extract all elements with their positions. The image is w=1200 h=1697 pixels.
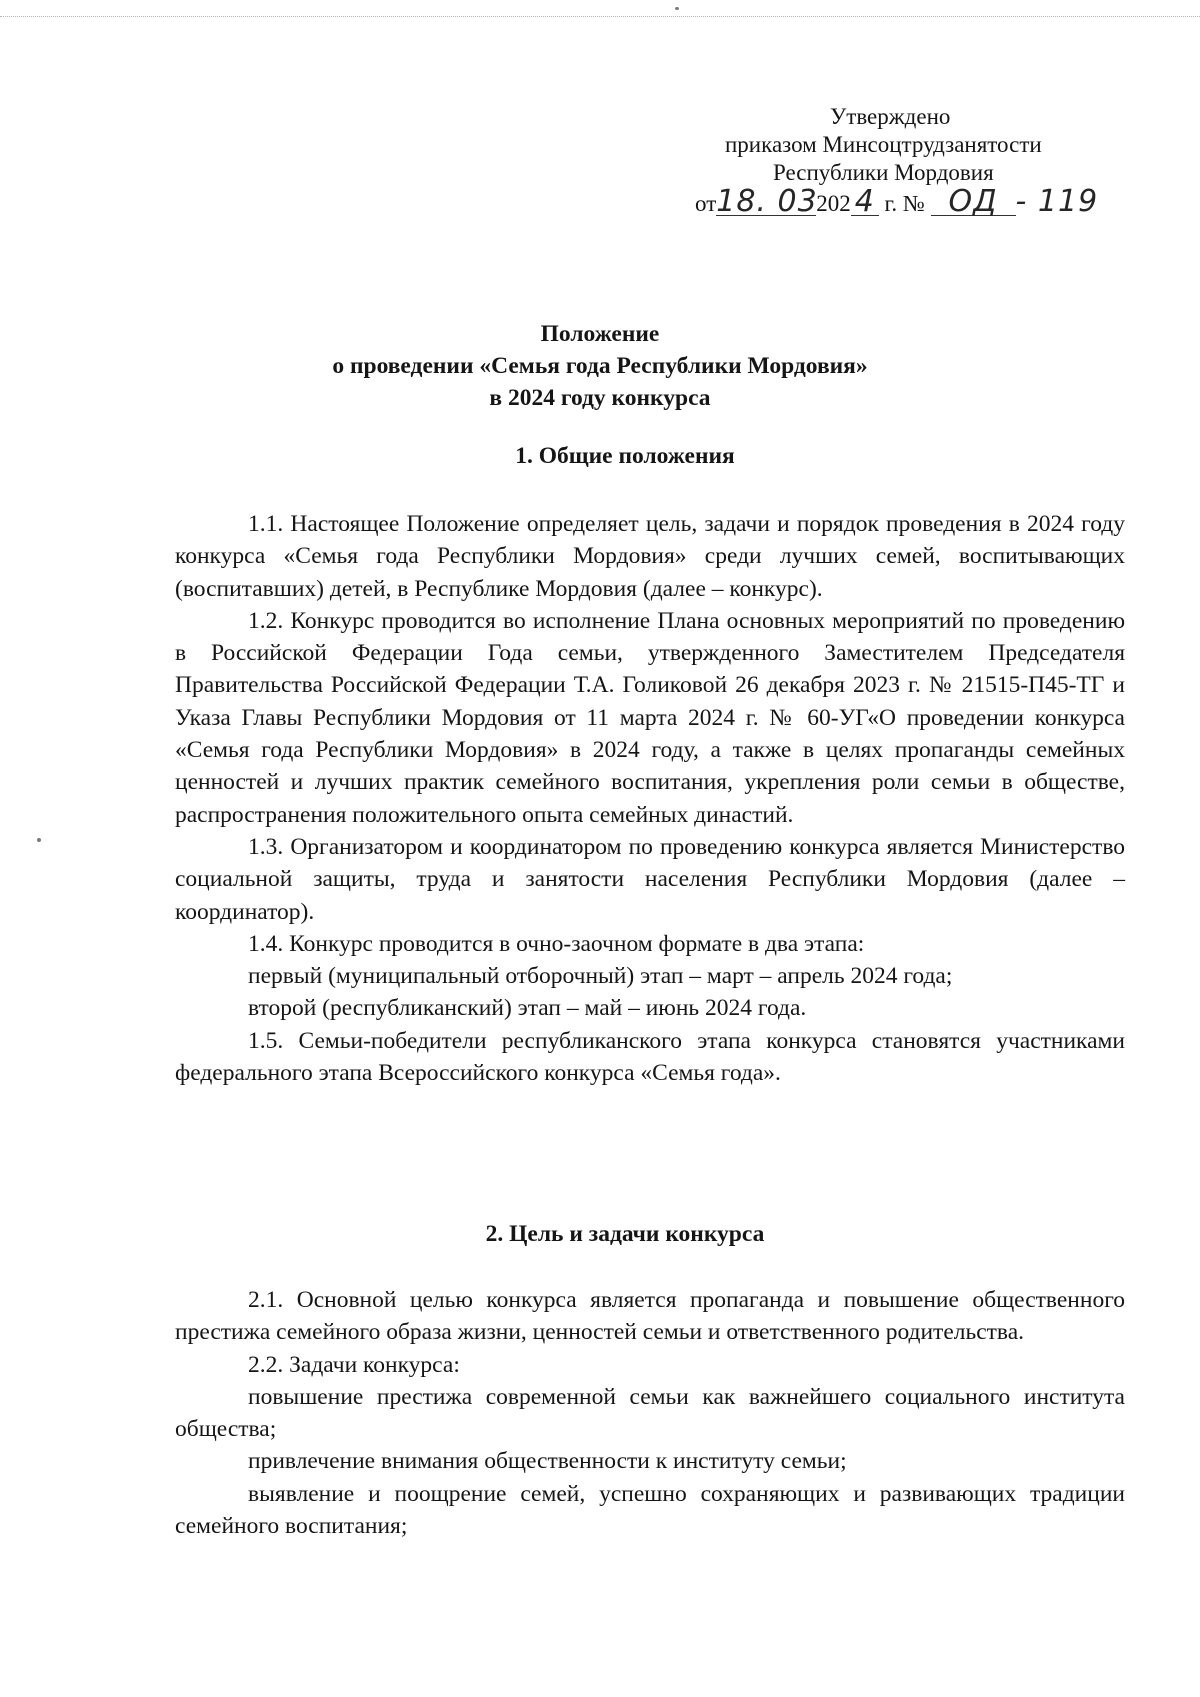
date-year-unit: г. №: [884, 191, 925, 216]
approval-label: Утверждено: [830, 104, 951, 129]
paragraph: 2.1. Основной целью конкурса является пропаганда и повышение общественного престижа семейного образа жизни, ценностей семьи и ответственного родительства.: [175, 1287, 1125, 1346]
approval-block: [695, 103, 1125, 218]
scan-speck: [675, 7, 679, 10]
paragraph: 2.2. Задачи конкурса:: [248, 1351, 460, 1378]
approval-region: Республики Мордовия: [773, 160, 994, 185]
title-line-1: Положение: [540, 321, 660, 347]
paragraph: второй (республиканский) этап – май – июнь 2024 года.: [248, 995, 807, 1022]
title-line-2: о проведении «Семья года Республики Мордовия»: [332, 353, 868, 379]
paragraph: 1.4. Конкурс проводится в очно-заочном формате в два этапа:: [248, 930, 865, 957]
section-body-general: [175, 508, 1125, 1089]
paragraph: 1.1. Настоящее Положение определяет цель, задачи и порядок проведения в 2024 году конкурса «Семья года Республики Мордовия» среди лучших семей, воспитывающих (воспитавших) детей, в Республике Мордовия (далее – конкурс).: [175, 511, 1125, 602]
section-body-goals: [175, 1284, 1125, 1542]
paragraph: первый (муниципальный отборочный) этап – март – апрель 2024 года;: [248, 963, 953, 990]
paragraph: 1.3. Организатором и координатором по проведению конкурса является Министерство социальной защиты, труда и занятости населения Республики Мордовия (далее – координатор).: [175, 833, 1125, 925]
handwritten-order-number-suffix: - 119: [1015, 184, 1099, 219]
handwritten-order-number: ОД: [931, 189, 1016, 216]
date-year-prefix: 202: [816, 191, 851, 216]
paragraph: выявление и поощрение семей, успешно сохраняющих и развивающих традиции семейного воспитания;: [175, 1480, 1125, 1540]
paragraph: 1.2. Конкурс проводится во исполнение Плана основных мероприятий по проведению в Российской Федерации Года семьи, утвержденного Заместителем Председателя Правительства Российской Федерации Т.А. Голиковой 26 декабря 2023 г. № 21515-П45-ТГ и Указа Главы Республики Мордовия от 11 марта 2024 г. № 60-УГ«О проведении конкурса «Семья года Республики Мордовия» в 2024 году, а также в целях пропаганды семейных ценностей и лучших практик семейного воспитания, укрепления роли семьи в обществе, распространения положительного опыта семейных династий.: [175, 607, 1125, 828]
date-prefix: от: [695, 191, 717, 216]
approval-date-line: [695, 184, 1125, 219]
paragraph: 1.5. Семьи-победители республиканского этапа конкурса становятся участниками федерального этапа Всероссийского конкурса «Семья года».: [175, 1027, 1125, 1087]
approval-order-issuer: приказом Минсоцтрудзанятости: [725, 132, 1042, 157]
scan-speck: [37, 838, 41, 842]
document-title: [0, 318, 1200, 414]
section-heading-goals: 2. Цель и задачи конкурса: [485, 1221, 765, 1247]
handwritten-date: 18. 03: [716, 184, 818, 219]
scan-top-edge: [0, 16, 1200, 18]
section-heading-general: 1. Общие положения: [515, 443, 735, 469]
paragraph: повышение престижа современной семьи как важнейшего социального института общества;: [175, 1383, 1125, 1443]
paragraph: привлечение внимания общественности к институту семьи;: [248, 1448, 847, 1475]
handwritten-year: 4: [851, 189, 879, 216]
title-line-3: в 2024 году конкурса: [489, 385, 711, 411]
